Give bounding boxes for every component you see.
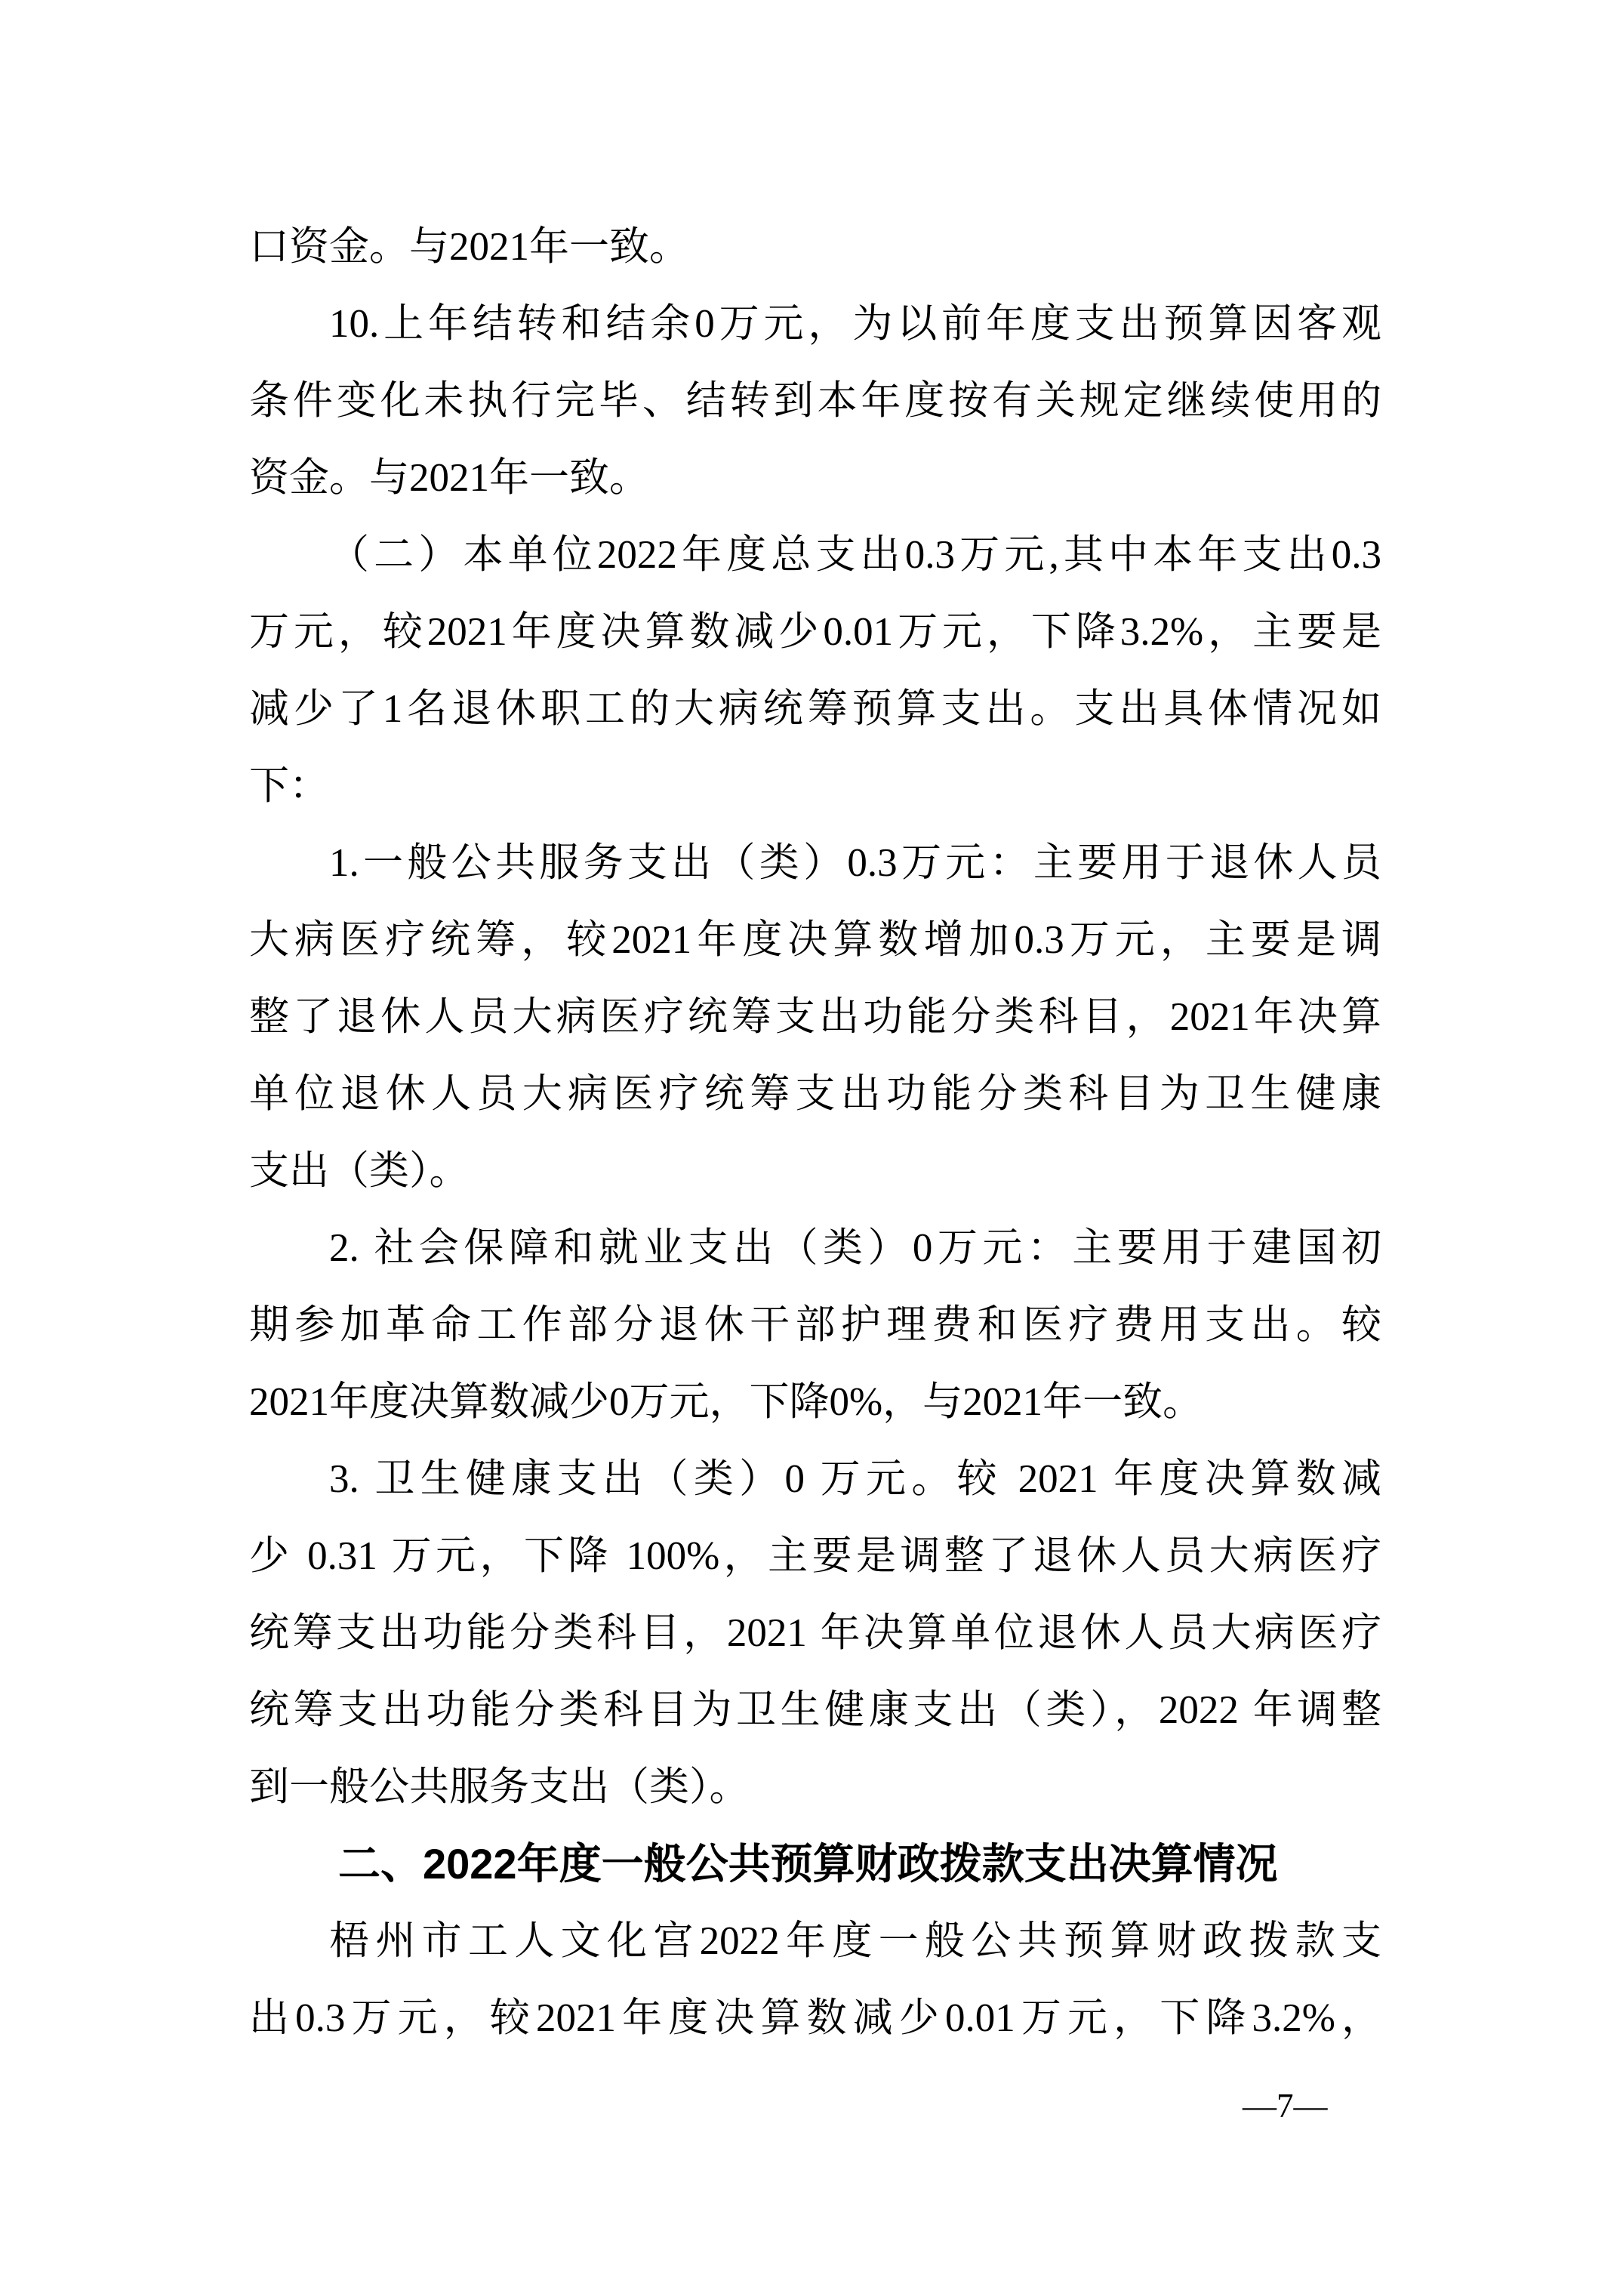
text-line-17: 3. 卫生健康支出（类）0 万元。较 2021 年度决算数减 (329, 1457, 1381, 1501)
text-line-14: 2. 社会保障和就业支出（类）0万元：主要用于建国初 (329, 1226, 1381, 1270)
text-line-19: 统筹支出功能分类科目，2021 年决算单位退休人员大病医疗 (249, 1611, 1381, 1655)
text-line-12: 单位退休人员大病医疗统筹支出功能分类科目为卫生健康 (249, 1072, 1381, 1116)
text-line-21: 到一般公共服务支出（类）。 (249, 1765, 750, 1809)
text-line-23: 梧州市工人文化宫2022年度一般公共预算财政拨款支 (329, 1919, 1381, 1963)
text-block (249, 208, 1381, 2057)
text-line-05: （二）本单位2022年度总支出0.3万元,其中本年支出0.3 (329, 533, 1381, 577)
text-line-18: 少 0.31 万元，下降 100%，主要是调整了退休人员大病医疗 (249, 1534, 1381, 1578)
text-line-09: 1.一般公共服务支出（类）0.3万元：主要用于退休人员 (329, 841, 1381, 885)
text-line-20: 统筹支出功能分类科目为卫生健康支出（类），2022 年调整 (249, 1688, 1381, 1732)
page-number: —7— (1243, 2087, 1328, 2125)
text-line-24: 出0.3万元，较2021年度决算数减少0.01万元，下降3.2%， (249, 1996, 1381, 2040)
text-line-02: 10.上年结转和结余0万元，为以前年度支出预算因客观 (329, 302, 1381, 346)
text-line-07: 减少了1名退休职工的大病统筹预算支出。支出具体情况如 (249, 687, 1381, 731)
section-2-heading: 二、2022年度一般公共预算财政拨款支出决算情况 (338, 1840, 1278, 1888)
text-line-08: 下： (249, 764, 329, 808)
text-line-01: 口资金。与2021年一致。 (249, 225, 689, 269)
text-line-16: 2021年度决算数减少0万元，下降0%，与2021年一致。 (249, 1380, 1203, 1424)
text-line-04: 资金。与2021年一致。 (249, 456, 649, 500)
text-line-15: 期参加革命工作部分退休干部护理费和医疗费用支出。较 (249, 1303, 1381, 1347)
text-line-10: 大病医疗统筹，较2021年度决算数增加0.3万元，主要是调 (249, 918, 1381, 962)
text-line-06: 万元，较2021年度决算数减少0.01万元，下降3.2%，主要是 (249, 610, 1381, 654)
text-line-11: 整了退休人员大病医疗统筹支出功能分类科目，2021年决算 (249, 995, 1381, 1039)
text-line-03: 条件变化未执行完毕、结转到本年度按有关规定继续使用的 (249, 379, 1381, 423)
text-line-13: 支出（类）。 (249, 1149, 470, 1193)
